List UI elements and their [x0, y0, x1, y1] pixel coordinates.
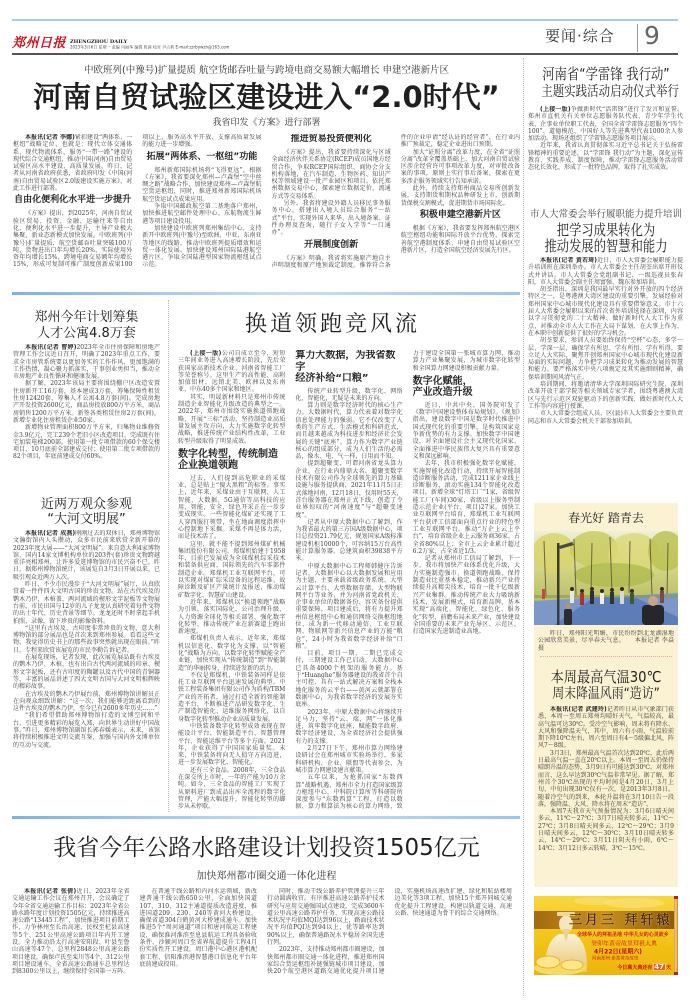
- article-paragraph: 郑煤机负责人表示，近年来，郑煤机以信息化、数字化为支撑，以“智能化”战略为方向，以数字化转型赋能全产业链，加快实现从“传统制造”到“智能制造”的华丽转身，持续迸发新的活力。: [178, 635, 286, 672]
- article-subhead: 数字化转型，传统制造 企业换道领跑: [178, 448, 278, 472]
- ad-date: 4月22日(星期六): [594, 948, 643, 955]
- article-paragraph: 此外，持续支持郑州商品交易所创新发展，支持期货和期权品种研发上市，创新期货保税交割模式，促进期货市场国际化。: [400, 185, 520, 207]
- lead-kicker: 中欧班列(中豫号)扩量提质 航空货邮吞吐量与跨境电商交易额大幅增长 申建空港新片区: [84, 65, 449, 76]
- article-paragraph: 在普通干线公路和内河水运领域，新改建普通干线公路650公里，全面加快国道107、310、312主通道提质改造进度，推进国道209、230、240等黄河大桥建设，确保省道304白鹤黄河大桥建成通车。加快推进5个“周河通道”项目和唐河航运工程建设，确保淮河淮滨至息县航运工程具备验收条件、沙颍河周口至省界航道提升工程4月份实质性开工建设，周口港中心港区港机配套工程、信阳淮滨港智慧港口信息化平台年底前建成投用。: [139, 888, 257, 968]
- highway-subtitle: 加快郑州都市圈交通一体化进程: [196, 871, 337, 882]
- article-paragraph: 在古埃及的鹦木乃伊展台前，郑州博物馆讲解员正在向观众细致讲解：“这一次，我们能够近距离看到的这件古埃及的鹦木乃伊，至今已有2600多年历史……”: [13, 690, 160, 713]
- lead-body: [13, 134, 520, 276]
- article-paragraph: 胡荃要求，参训人员要始终保持“空杯”心态，多学一层、学深一层，确保学有所思、学有所悟、学有所得。要立足人大实际，聚焦开创郑州国家中心城市现代化建设新局面的实际问题，力争把学习成果转化为推动发展的智慧和能力。要严格落实中央八项规定及其实施细则精神，确保培训期间风清气正。: [528, 337, 683, 381]
- article-subhead: 数字化赋能， 产业改造升级: [412, 375, 473, 399]
- paragraph-text: 2023年全市住房保障和房地产管理工作会议近日召开，明确了2023年重点工作，要求全市房管系统要以更加务实的工作作风、更加饱满的工作热情，凝心聚力抓落实，干事创业勇担当，推动全市房地产业良性循环和健康发展。: [13, 344, 160, 381]
- article-paragraph: 近年来，郑煤机以“换道领跑”战略为引领，落实国际化、公司治理升级、人力资源全球化等相关部署，强化数字化转型，推动传统产业在新赛道上跑出新速度。: [178, 598, 286, 636]
- renda-headline-line2: 推动发展的智慧和能力: [544, 237, 668, 255]
- article-paragraph: 目前，项目一期、二期已完成交付，三期建设工作已启动，大数据中心已具备4000个机架的服务能力。基于“Huanghe”服务器建设的我省首个自主可控、具有一站式解决方案和全栈本地化服务的云平台——黄河云就部署在数据中心，为我省数字经济的发展夯实底座。: [295, 650, 403, 709]
- masthead-english-name: ZHENGZHOU DAILY: [70, 39, 128, 45]
- article-paragraph: 市人大常委会组成人员，区(县)市人大常委会主要负责同志和市人大常委会机关干部参加培训。: [528, 410, 683, 425]
- article-paragraph: “这里有古埃及、古印度非常珍贵的文物，意大利博物馆的部分展品也是首次来到郑州参展。看看这些文物，我觉得历史书上的那些故事突然就出现在眼前。”昨日，专程来欣赏该展览的市民李勤告诉记者。: [13, 624, 160, 654]
- masthead-meta: [70, 39, 229, 50]
- article-paragraph: 3月3日，郑州最高气温首次达到20℃，此后两日最高气温一直在20℃以上。本周一至周五仍保持晴朗升温的态势，3月9日有可能达到30℃。对郑州而言，这么早达到30℃气温非常罕见。据了解，郑州首个30℃出现的平均时间是4月20日，3月上旬、中旬出现30℃仅有一次，是2013年3月8日。随着冷空气的到来，本轮升温将在3月10日告一段落，强降温、大风、降水将在周末“造访”。: [538, 749, 674, 808]
- renda-body: [528, 257, 683, 473]
- countdown-prefix: 今日离大典还有: [617, 965, 653, 971]
- housing-headline-line2: 人才公寓4.8万套: [37, 326, 136, 341]
- article-paragraph: [528, 257, 683, 286]
- article-paragraph: 中原大数据中心工程师韩健庄告诉记者，大数据中心以大数据发展和应用为主题，主要承载省级政务系统、大型云计算平台、大型数据存储、大型物联网平台等业务，并为河南省党政机关、企事业单位的数据备份、容灾备份提供重要保障。项目建成后，将有力提升郑州信息枢纽中心和通信网络交换枢纽地位，成为新一代移动通信、工业互联网、物联网等新兴信息产业的万能“粮仓”，24小时为我省数字经济补给“口粮”。: [295, 562, 403, 650]
- lead-subtitle: 我省印发《方案》进行部署: [212, 118, 321, 128]
- ad-banner-ancestor-worship[interactable]: [534, 896, 678, 975]
- ad-place: 河南郑州·新郑黄帝故里: [592, 956, 639, 961]
- section-rule-middle: [12, 292, 520, 295]
- article-paragraph: 在展览现场，记者发现，此次展览展品既有古埃及的鹦木乃伊、木棺，也有出自古代两河流域的印章、楔形文字泥板，还有古印度的陶罐以及古代中国的青铜器等，丰富的展品讲述了四大文明古国与大河文明相辉映的精彩故事。: [13, 654, 160, 691]
- roller-cap-bottom: [674, 972, 678, 975]
- article-paragraph: 还有三全食品。2008年，三全食品在深交所上市时，一年的产能为10万余吨。如今，三全食品的智能工厂实现了从原料进厂到成品出库全流程的数字化管理，产能大幅提升，智能化转型的脚步从未停歇。: [178, 766, 286, 811]
- box-divider: [540, 656, 672, 657]
- article-paragraph: 中铁装备数字化转型成效表现在智能设计平台、智能制造平台、智慧管理平台、智能运维平台等多个方面。2021年，企业获得了中国国家质量奖。未来，中铁装备将向无人值守方向迈进，进一步发展数字化、智能化。: [178, 722, 286, 767]
- photo-caption: [538, 630, 674, 652]
- article-paragraph: 争取中国邮政航空第二基地落户郑州，加快推进航空邮件处理中心、东航物流生鲜港等项目建设投用。: [142, 203, 262, 225]
- masthead-logo: 郑州日报: [12, 36, 67, 51]
- ad-title: 三月三 拜轩辕: [569, 912, 673, 928]
- section-rule-bottom: [12, 816, 520, 819]
- article-paragraph: 加大“证照分离”改革力度，在全省“证照分离”改革全覆盖基础上，加大河南自贸试验区涉企经营许可事项改革力度，对审批改备案的事项，原则上实行事后备案，探索在更多涉企服务领域实行告知承诺。: [400, 148, 520, 185]
- ad-countdown: [617, 963, 671, 972]
- article-paragraph: 近日，中共中央、国务院印发了《数字中国建设整体布局规划》。《规划》指出，建设数字中国是数字时代推进中国式现代化的重要引擎，是构筑国家竞争新优势的有力支撑。加快数字中国建设，对全面建设社会主义现代化国家、全面推进中华民族伟大复兴具有重要意义和深远影响。: [412, 401, 520, 460]
- article-paragraph: 新增物业管理面积800万平方米，归集物业维修资金3.9亿元，完工239个老旧小区改造项目，完成既有住宅加装电梯200部。使用第一批专项借款的60个保交楼项目，10月底前全部建成交付；使用第二批专项借款的82个项目，年底前建成交付60%。: [13, 424, 160, 461]
- article-paragraph: 记者从中原大数据中心了解到，作为我省最大的第三方国A级数据中心，项目总投资21.79亿元，规划国家A级标准建设机柜10000个，可容纳15万台高性能计算服务器，总建筑面积39838平方米。: [295, 518, 403, 563]
- lead-headline: 河南自贸试验区建设进入“2.0时代”: [33, 80, 500, 114]
- article-paragraph: 《方案》提出，到2025年，河南自贸试验区贸易、投资、金融、运输往来等自由化、便利化水平进一步提升，主导产业极大集聚，新业态新模式加快发展。中欧班列(中豫号)扩量提质，航空货邮吞吐量突破100万吨，货物进出口年均增长20%，实际使用外资年均增长15%，跨境电商交易额年均增长15%，形成可复制可推广制度创新成果100项以上，服务高水平开放、支撑高质量发展的能力进一步增强。: [13, 134, 262, 269]
- article-paragraph: 传统产业转型升级，数字化、网络化、智能化，无疑是未来的方向。: [295, 387, 403, 402]
- masthead-top-rule: [12, 19, 678, 21]
- article-paragraph: 加快建设中欧班列郑州集结中心，支持新开中欧班列(中豫号)至欧洲、中亚、东南亚等地区的线路，推动中欧班列提质增效和运贸一体化发展。加快建设郑州国际陆港航空港片区，争取全国陆港型国家物流枢纽试点示范。: [142, 224, 262, 269]
- article-paragraph: 提到超聚变，可谓河南省龙头算力企业，在行业内鼎鼎大名。超聚变数字技术有限公司作为全球领先的算力基础设施与服务提供商，2021年11月5日正式落地河南，12月18日，仅用时55天，首台服务器在郑州正式下线，创造了令业界惊叹的“河南速度”与“超聚变速度”。: [295, 460, 403, 519]
- article-paragraph: 郑州新郑国际机场将“飞得更远”。根据《方案》，我省要深化郑州—卢森堡“空中丝绸之路”战略合作，加快建设郑州—卢森堡航空货运枢纽，同时，推进郑州新郑国际机场航空货运试点成果应用。: [142, 166, 262, 203]
- section-name: 要闻·综合: [545, 27, 615, 45]
- caption-paragraph: [538, 630, 674, 652]
- exhibition-headline-line1: 近两万观众参观: [40, 497, 132, 512]
- weather-headline-line2: 周末降温风雨“造访”: [552, 686, 660, 702]
- feature-box: [534, 503, 678, 887]
- ad-event: 癸卯年黄帝故里拜祖大典: [591, 940, 658, 947]
- masthead-dateline: 2023年3月6日 星期一 责编 闫丽华 编辑 陈茜 校对 尹占莉 E-mail:zzrbywzh@163.com: [70, 45, 230, 50]
- article-paragraph: 据了解，2023年该局主要将围绕棚户区改造安置住房新开工16万套，基本建成3万套，筹集保障性租赁住房12420套，筹集人才公寓4.8万套(间)。完成房地产开发投资2600亿元，商品房投放800万平方米，商品房销售1200万平方米。新签各类租赁住房2万套(间)，新增专业化住房租赁企业50家。: [13, 380, 160, 424]
- article-paragraph: [13, 530, 160, 581]
- digital-body: [178, 350, 520, 812]
- renda-kicker: 市人大常委会举行履职能力提升培训: [529, 209, 682, 220]
- article-paragraph: [528, 106, 683, 142]
- housing-headline-line1: 郑州今年计划筹集: [34, 310, 139, 325]
- byline: 本报讯(记者 成燕): [25, 530, 76, 537]
- paragraph-text: 记者昨日从市气象部门获悉，本周一至周五郑州均晴好天气，气温较高，最高气温可达30℃。受冷空气影响，周末将有降水、大风和强降温天气，其中，周六有小雨，气温较前期下降10℃左右，周六至周日有4～5级偏北风，阵风7～8级。: [538, 706, 674, 750]
- article-paragraph: 《方案》提出，我省要持续深化与区域全面经济伙伴关系协定(RCEP)成员国地方经贸合作，争取RCEP国际组织、商协会分支机构落地，在汽车制造、生物医药、知识产权等领域建设一批产业园区和项目。依托郑州数据交易中心，探索建立数据定价、流通方式等交易体系。: [271, 149, 391, 200]
- article-paragraph: [13, 134, 132, 192]
- article-subhead: 推进贸易投资便利化: [290, 134, 372, 144]
- byline: 本报讯(记者 李娜): [25, 134, 75, 141]
- paragraph-text: 近日，市人大常委会履职能力提升培训班在深圳举办。市人大常委会主任胡荃出席开班仪式并讲话。市人大常委会党组副书记、一级巡视员张春阳，市人大常委会副主任周富强、魏东参加培训。: [528, 257, 683, 286]
- article-paragraph: 算力则是数字经济时代的核心生产力。大数据时代，算力代表着对数字化信息处理能力的强弱。它不仅改变了人类的生产方式、生活模式和科研范式，而且越来越成为科技进步和经济社会发展的关键“底座”。算力作为数字产业链核心的组成部分，成为人们生活的必需品，像水、电、气一样，日用而不知。: [295, 402, 403, 461]
- photo-credit: 本报记者 李焱 摄: [538, 637, 674, 652]
- article-paragraph: 培训期间，将邀请清华大学深圳国际研究生院、深圳改革开放干部学院等相关领域专家学者，围绕粤港澳大湾区与先行示范区双轮驱动下的创新实践、做好新时代人大工作等内容进行授课。: [528, 381, 683, 410]
- paragraph-text: 近日，2023年全省交通运输工作会议在郑州召开，会议确定了今年全省交通运输工作目标：2023年全省公路水路年度计划投资1505亿元，持续推进高速公路“13445工程”，加快推进项目前期工作，力争林州至长治高速、民权至杞县高速等5个、251公里高速公路项目年内开工建设。全力推动沿太行高速安阳段、叶县至鲁山高速等47个、总里程2848公里高速公路项目建设，确保卢氏至栾川等4个、312公里项目建设通车，全省高速公路通车总里程达到8300公里以上，继续保持全国第一方阵。: [12, 888, 130, 976]
- article-paragraph: 昨日，不少市民漫步于“大河文明展”展厅，认真欣赏着一件件四大文明古国的珍贵文物。站在古代埃及的鹦木乃伊、木棺盖，两河流域的楔形文字泥板等文物展台前，市民田国与12岁的儿子龙龙认真研究着每件文物的出土年代、历史背景等细节。龙龙还时不时拿起手机拍照、录像，留下珍贵的影像资料。: [13, 581, 160, 625]
- ad-slogan: 全球华人的拜祖圣地 中华儿女的心灵故乡: [577, 932, 669, 938]
- exhibition-headline-line2: “大河文明展”: [47, 512, 126, 527]
- article-subhead: 开展制度创新: [304, 239, 359, 250]
- article-paragraph: 这里，就不能不提到郑州煤矿机械集团股份有限公司。郑煤机始建于1958年，目前已发展成为全球煤机综采技术和装备供应商，国际领先的汽车零部件制造企业。郑煤机工业互联网平台，可以实现对煤矿综采设备的远程运维、故障诊断及矿区产量统计及报送，推动煤矿数字化、智慧矿山建设。: [178, 540, 286, 599]
- article-subhead: 算力大数据，为我省数字 经济补给“口粮”: [295, 350, 396, 384]
- article-paragraph: 2023年，支持推动郑州都市圈建设，加快郑州都市圈交通一体化进程，推进郑州国家综合货运枢纽补链强链城市项目建设，加快20个航空港区道路交通优化提升项目建设，实施机场高速改扩建、绿化和航站楼周边美化等3项工程，加快15个郑开同城交通优化提升工程建设，构建以轨道交通、高速公路、快速通道为骨干的综合交通网络。: [267, 888, 512, 976]
- article-paragraph: [538, 706, 674, 750]
- article-paragraph: 其实，明晟新材料只是郑州市传统制造企业智能化升级改造的典型之一。2022年，郑州市围绕实施换道领跑战略，开展“三标”活动，坚持制造业高质量发展主攻方向，大力实施数字化转型战略，推进传统产业结构性改革，工业转型升级取得了明显成效。: [178, 393, 286, 445]
- roller-cap-top: [674, 896, 678, 899]
- highway-headline: 我省今年公路水路建设计划投资1505亿元: [53, 835, 480, 861]
- continued-label: (上接一版): [540, 106, 571, 113]
- column-separator-middle: [168, 300, 169, 812]
- ad-scroll-roller: [674, 896, 678, 975]
- byline: 本报讯(记者 张倩): [24, 888, 77, 895]
- column-separator-right: [523, 58, 524, 996]
- highway-body: [12, 888, 512, 980]
- article-subhead: 自由化便利化水平进一步提升: [14, 195, 132, 206]
- article-paragraph: [178, 350, 285, 394]
- article-paragraph: 根据《方案》，我省要发挥郑州航空港区航空枢纽功能和国际开放平台优势，探索完善航空港制度体系，申建自由贸易试验区空港新片区，打造全国航空经济发展先行区。: [400, 224, 520, 254]
- byline: 本报讯(记者 曹婷): [25, 344, 77, 351]
- article-paragraph: 近年来，我省认真贯彻落实习近平总书记关于弘扬雷锋精神的重要论述，以“学雷锋 我行动”为主题，深化宣传教育、实践养成、制度保障，推动学雷锋志愿服务活动常态化长效化，形成了一批特色品牌，取得了扎实成效。: [528, 142, 683, 172]
- article-paragraph: 去年，我市积极强化数字化赋能，实施智能化改造行动，持续开展智能制造诊断服务活动，完成1211家企业线上诊断服务，滚动实施134个智能化改造项目，新增全球“灯塔工厂”1家，省级智能工厂(车间)30家，省级以上服务型制造示范企业(平台、项目)27家。加快工业互联网平台培育，郑煤机工业互联网平台获评工信部面向重点行业的特色型工业互联网平台。推动“万企上云上平台”，培育省级企业上云服务商36家，占全省80%以上；全市上云企业累计超过6.2万家，占全省近1/3。: [412, 460, 520, 555]
- article-paragraph: 另外，我省将建设外籍人员移民事务服务中心，搭建出入境人员综合服务“一站式”平台，实现外国人来华、出入境备案、证件办理及查询，随行子女入学等“一口通办”。: [271, 200, 391, 237]
- photo-park-scene: [534, 531, 678, 625]
- article-paragraph: 2023年，中原大数据中心将继续开足马力，坚持“云、端、网”一体化推进，筑牢数字化底座，赋能数字政府、数字经济建设，为全省经济社会提供强有力的支撑。: [295, 708, 403, 745]
- byline: 本报讯(记者 武建玲): [550, 706, 607, 713]
- article-subhead: 积极申建空港新片区: [419, 209, 501, 220]
- weather-headline-line1: 本周最高气温30℃: [550, 668, 662, 686]
- article-paragraph: [13, 344, 160, 380]
- article-paragraph: 胡荃指出，深圳是我国最早实行对外开放的四个经济特区之一，是粤港澳大湾区建设的重要引擎，发展经验对郑州国家中心城市现代化建设具有重要借鉴意义。市十六届人大常委会履职以来的首次省外培训选择在深圳，内容以学习贯彻党的二十大精神、做好新时代人大工作为重点，对推动全市人大工作在大局下谋划、在大事上作为、在本职中创新提供了很好的学习机会。: [528, 286, 683, 337]
- renda-headline-line1: 把学习成果转化为: [556, 221, 656, 239]
- continued-label: (上接一版): [190, 350, 222, 357]
- xueleifeng-headline-line1: 河南省“学雷锋 我行动”: [542, 65, 670, 83]
- article-paragraph: 记者从郑州市工信局了解到，下一步，我市将加快产业体系优化升级，大力实施制造强市、换道领跑战略，保持制造业比重基本稳定，推动新兴产业持续提升高精尖技术，培育一批千亿级新兴产业集群。推动传统产业大力吸纳新技术，发展新模式，培育新品牌，基本实现“高端化、智能化、绿色化、服务化”转型，前瞻布局未来产业，加快建设全国重要的未来产业先导区、示范区，打造国家先进制造业高地。: [412, 555, 520, 636]
- paragraph-text: 争做新时代“活雷锋”进行了发言和宣誓。郑州市直机关有关单位志愿服务队代表、青少年学生代表、企事业单位职工代表，全国全省学雷锋志愿服务“四个100”、道德模范、中国好人等先进典型代表1000余人参加活动。现场还组织了学雷锋志愿服务项目展示。: [528, 106, 683, 143]
- housing-body: [13, 344, 160, 486]
- masthead-bottom-rule: [12, 53, 678, 55]
- article-paragraph: 《方案》明确，我省将实施原产地自主声明制度和原产地预裁定制度。推荐符合条件的企业申请“经认证的经营者”，在行业内推广预裁定，稳定企业进出口预期。: [271, 134, 520, 269]
- xueleifeng-body: [528, 106, 683, 202]
- article-paragraph: 2月27日下午，郑州市算力网络建设研讨会在郑州城市实验场举行，多家科研机构、企业、联盟等代表参会，为城市算力网建设建言献策。: [295, 745, 403, 774]
- paragraph-text: 公司自成立至今，短短三年间业务进入高速增长阶段，先后荣获国家高新技术企业、河南省智能工厂等荣誉称号。这里生产的高性能、高附加值铝材，远销北美、欧洲以及东南亚、中东40多个国家和地区。: [178, 350, 286, 394]
- article-paragraph: [12, 888, 130, 976]
- paragraph-text: 刚刚过去的双休日，郑州博物馆文瀚街馆内人头攒动，众多市民前来欣赏全新开幕的2023年度大展——“大河文明展”。来自意大利4家博物馆、国内14家文博机构单位的203件(套)珍贵文物跨越重洋亮相郑州，让许多爱逛博物馆的市民兴奋不已。昨日，据郑州博物馆统计，该展览自3月3日开展以来，已吸引观众近两万人次。: [13, 530, 160, 581]
- photo-headline: 春光好 踏青去: [568, 511, 644, 525]
- caption-text: 昨日，郑州阳光明媚，市民纷纷到北龙湖湿地公园欣赏美景，尽享春天气息。: [538, 630, 674, 645]
- weather-body: [538, 706, 674, 884]
- article-subhead: 拓展“两体系、一枢纽”功能: [146, 151, 258, 162]
- exhibition-body: [13, 530, 160, 814]
- countdown-suffix: 天: [666, 965, 671, 971]
- ad-inner: [534, 896, 678, 975]
- article-paragraph: 本周7天我市天气预报情况为：3月6日晴天间多云，11℃～27℃；3月7日晴天转多云，11℃～27℃；3月8日晴天间多云，12℃～29℃；3月9日晴天间多云，12℃～30℃；3月10日晴天转多云，14℃～29℃；3月11日阴天有小雨，6℃～14℃；3月12日多云转晴，3℃～15℃。: [538, 808, 674, 852]
- countdown-days: 47: [654, 963, 664, 971]
- section-divider: [637, 24, 638, 52]
- article-paragraph: 过去，人们提到高危职业的采煤业，总是贴上“傻大黑粗”的标签。事实上，近年来，采煤业由于互联网、人工智能、大数据、5G通信等高科技的应用，智能、安全、绿色开采正在一步步变成现实。一些智能化煤矿还实现了工人穿西服打领带，坐在地面调度指挥中心控制地下采掘。采煤不再是体力活，而是技术活了。: [178, 474, 286, 541]
- article-paragraph: 不仅是郑煤机，中铁装备同样是依托工业互联网平台迅速发展的典型。中铁工程装备集团有限公司作为盾构/TBM产业的开拓者，通过打造全新的智能制造平台，不断推进产品研发数字化、生产制造智能化、运维服务网络化，以自身数字化转型推动企业高质量发展。: [178, 671, 286, 723]
- article-paragraph: “我们希望借助郑州博物馆打造的文博空间和平台，引进更多精彩的展览入郑，向世界生动讲好中国故事。”昨日，郑州博物馆副馆长郭春媛表示，未来，该馆将持续积极推进文明交流互鉴，加强与国内外文博单位的互动与交流。: [13, 712, 160, 749]
- xueleifeng-headline-line2: 主题实践活动启动仪式举行: [541, 84, 679, 100]
- digital-headline: 换道领跑竞风流: [245, 312, 421, 337]
- byline: 本报讯(记者 黄若琦): [540, 257, 597, 264]
- page-number: 9: [644, 21, 660, 50]
- article-paragraph: 同时，推动干线公路养护管理提升三年行动圆满收官。有序推进高速公路养护技术研究与应用交通强国试点建设，完成3600车道公里高速公路养护任务，实现高速公路技术状况平均值MQI达到96以上，路面技术状况平均值PQI达到94以上，优等路率达到90%以上，确保普通路况水平稳居全国先进行列。: [267, 888, 385, 947]
- article-paragraph: 五年以来，为抢抓国家“东数西算”战略机遇，郑州市全力打造国家级算力枢纽中心，中科院计算所等科研院所深度参与“东数西算”工程，打造以数据、算力和算法为核心的算力网络，致力于建设全国第一张城市算力网，推动算力产业集聚发展，为城市数字化转型和全国算力网建设积极贡献力量。: [295, 350, 520, 811]
- paragraph-text: 紧扣建设“两体系、一枢纽”战略定位，也就是：现代立体交通体系、现代物流体系，服务“一带一路”建设的现代综合交通枢纽，推动中国(河南)自由贸易试验区高水平建设、高质量发展。昨日，记者从河南省政府获悉，省政府印发《中国(河南)自由贸易试验区2.0版建设实施方案》，对此工作进行部署。: [13, 134, 133, 193]
